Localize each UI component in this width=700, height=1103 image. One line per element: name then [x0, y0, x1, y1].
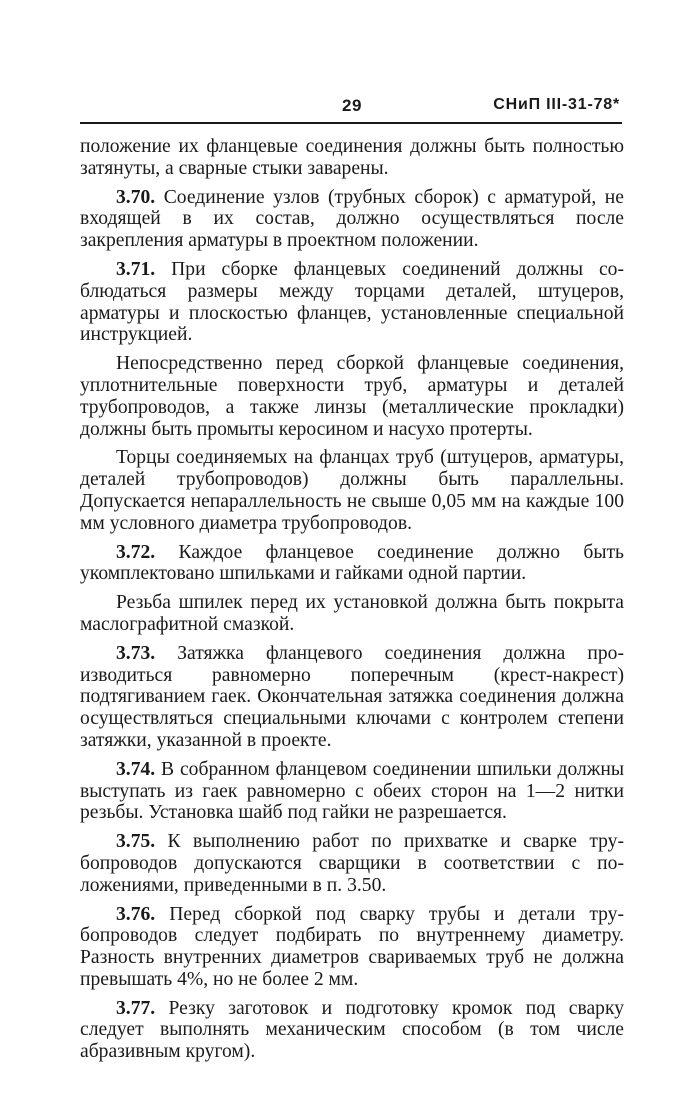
paragraph-continuation — [80, 136, 624, 180]
clause-3-72 — [80, 542, 624, 586]
clause-number: 3.73. — [116, 642, 156, 664]
clause-text: Резку заготовок и подготовку кромок под сварку следует выполнять механическим способом (в том числе абразивным кругом). — [80, 997, 624, 1063]
clause-number: 3.71. — [116, 258, 156, 280]
clause-number: 3.75. — [116, 831, 156, 853]
clause-text: К выполнению работ по прихватке и сварке трубопроводов допускаются сварщики в соответствии с положениями, приведенными в п. 3.50. — [80, 831, 624, 896]
paragraph-thread-lubrication — [80, 592, 624, 636]
clause-number: 3.76. — [116, 903, 156, 925]
paragraph-text: положение их фланцевые соединения должны быть полностью затянуты, а сварные стыки заварены. — [80, 136, 624, 179]
clause-3-76 — [80, 904, 624, 991]
clause-3-71 — [80, 259, 624, 346]
clause-number: 3.72. — [116, 541, 156, 563]
clause-text: Перед сборкой под сварку трубы и детали трубопроводов следует подбирать по внутреннему диаметру. Разность внутренних диаметров свариваемых труб не должна превышать 4%, но не более 2 мм. — [80, 903, 624, 990]
paragraph-cleaning — [80, 353, 624, 440]
clause-3-73 — [80, 643, 624, 752]
clause-3-77 — [80, 998, 624, 1063]
clause-3-70 — [80, 187, 624, 252]
page-number: 29 — [342, 96, 362, 115]
clause-text: Соединение узлов (трубных сборок) с арматурой, не входящей в их состав, должно осуществляться после закрепления арматуры в проектном положении. — [80, 186, 624, 252]
clause-text: При сборке фланцевых соединений должны соблюдаться размеры между торцами деталей, штуцеров, арматуры и плоскостью фланцев, установленные специальной инструкцией. — [80, 258, 624, 346]
clause-text: В собранном фланцевом соединении шпильки должны выступать из гаек равномерно с обеих сторон на 1—2 нитки резьбы. Установка шайб под гайки не разрешается. — [80, 758, 624, 824]
clause-number: 3.70. — [116, 186, 156, 208]
clause-text: Затяжка фланцевого соединения должна производиться равномерно поперечным (крест-накрест) подтягиванием гаек. Окончательная затяжка соединения должна осуществляться специальными ключами с контролем степени затяжки, указанной в проекте. — [80, 642, 624, 751]
paragraph-text: Резьба шпилек перед их установкой должна быть покрыта маслографитной смазкой. — [80, 592, 624, 635]
clause-number: 3.74. — [116, 758, 156, 780]
page-header — [80, 96, 620, 120]
header-rule — [80, 122, 622, 124]
paragraph-parallelism — [80, 447, 624, 534]
clause-3-75 — [80, 831, 624, 896]
clause-3-74 — [80, 759, 624, 824]
paragraph-text: Непосредственно перед сборкой фланцевые соединения, уплотнительные поверхности труб, арматуры и деталей трубопроводов, а также линзы (металлические прокладки) должны быть промыты керосином и насухо протерты. — [80, 353, 624, 440]
document-code: СНиП III-31-78* — [493, 96, 620, 113]
clause-number: 3.77. — [116, 997, 156, 1019]
paragraph-text: Торцы соединяемых на фланцах труб (штуцеров, арматуры, деталей трубопроводов) должны быть параллельны. Допускается непараллельность не свыше 0,05 мм на каждые 100 мм условного диаметра трубопроводов. — [80, 447, 624, 534]
body-text — [80, 136, 624, 1070]
clause-text: Каждое фланцевое соединение должно быть укомплектовано шпильками и гайками одной партии. — [80, 541, 624, 585]
